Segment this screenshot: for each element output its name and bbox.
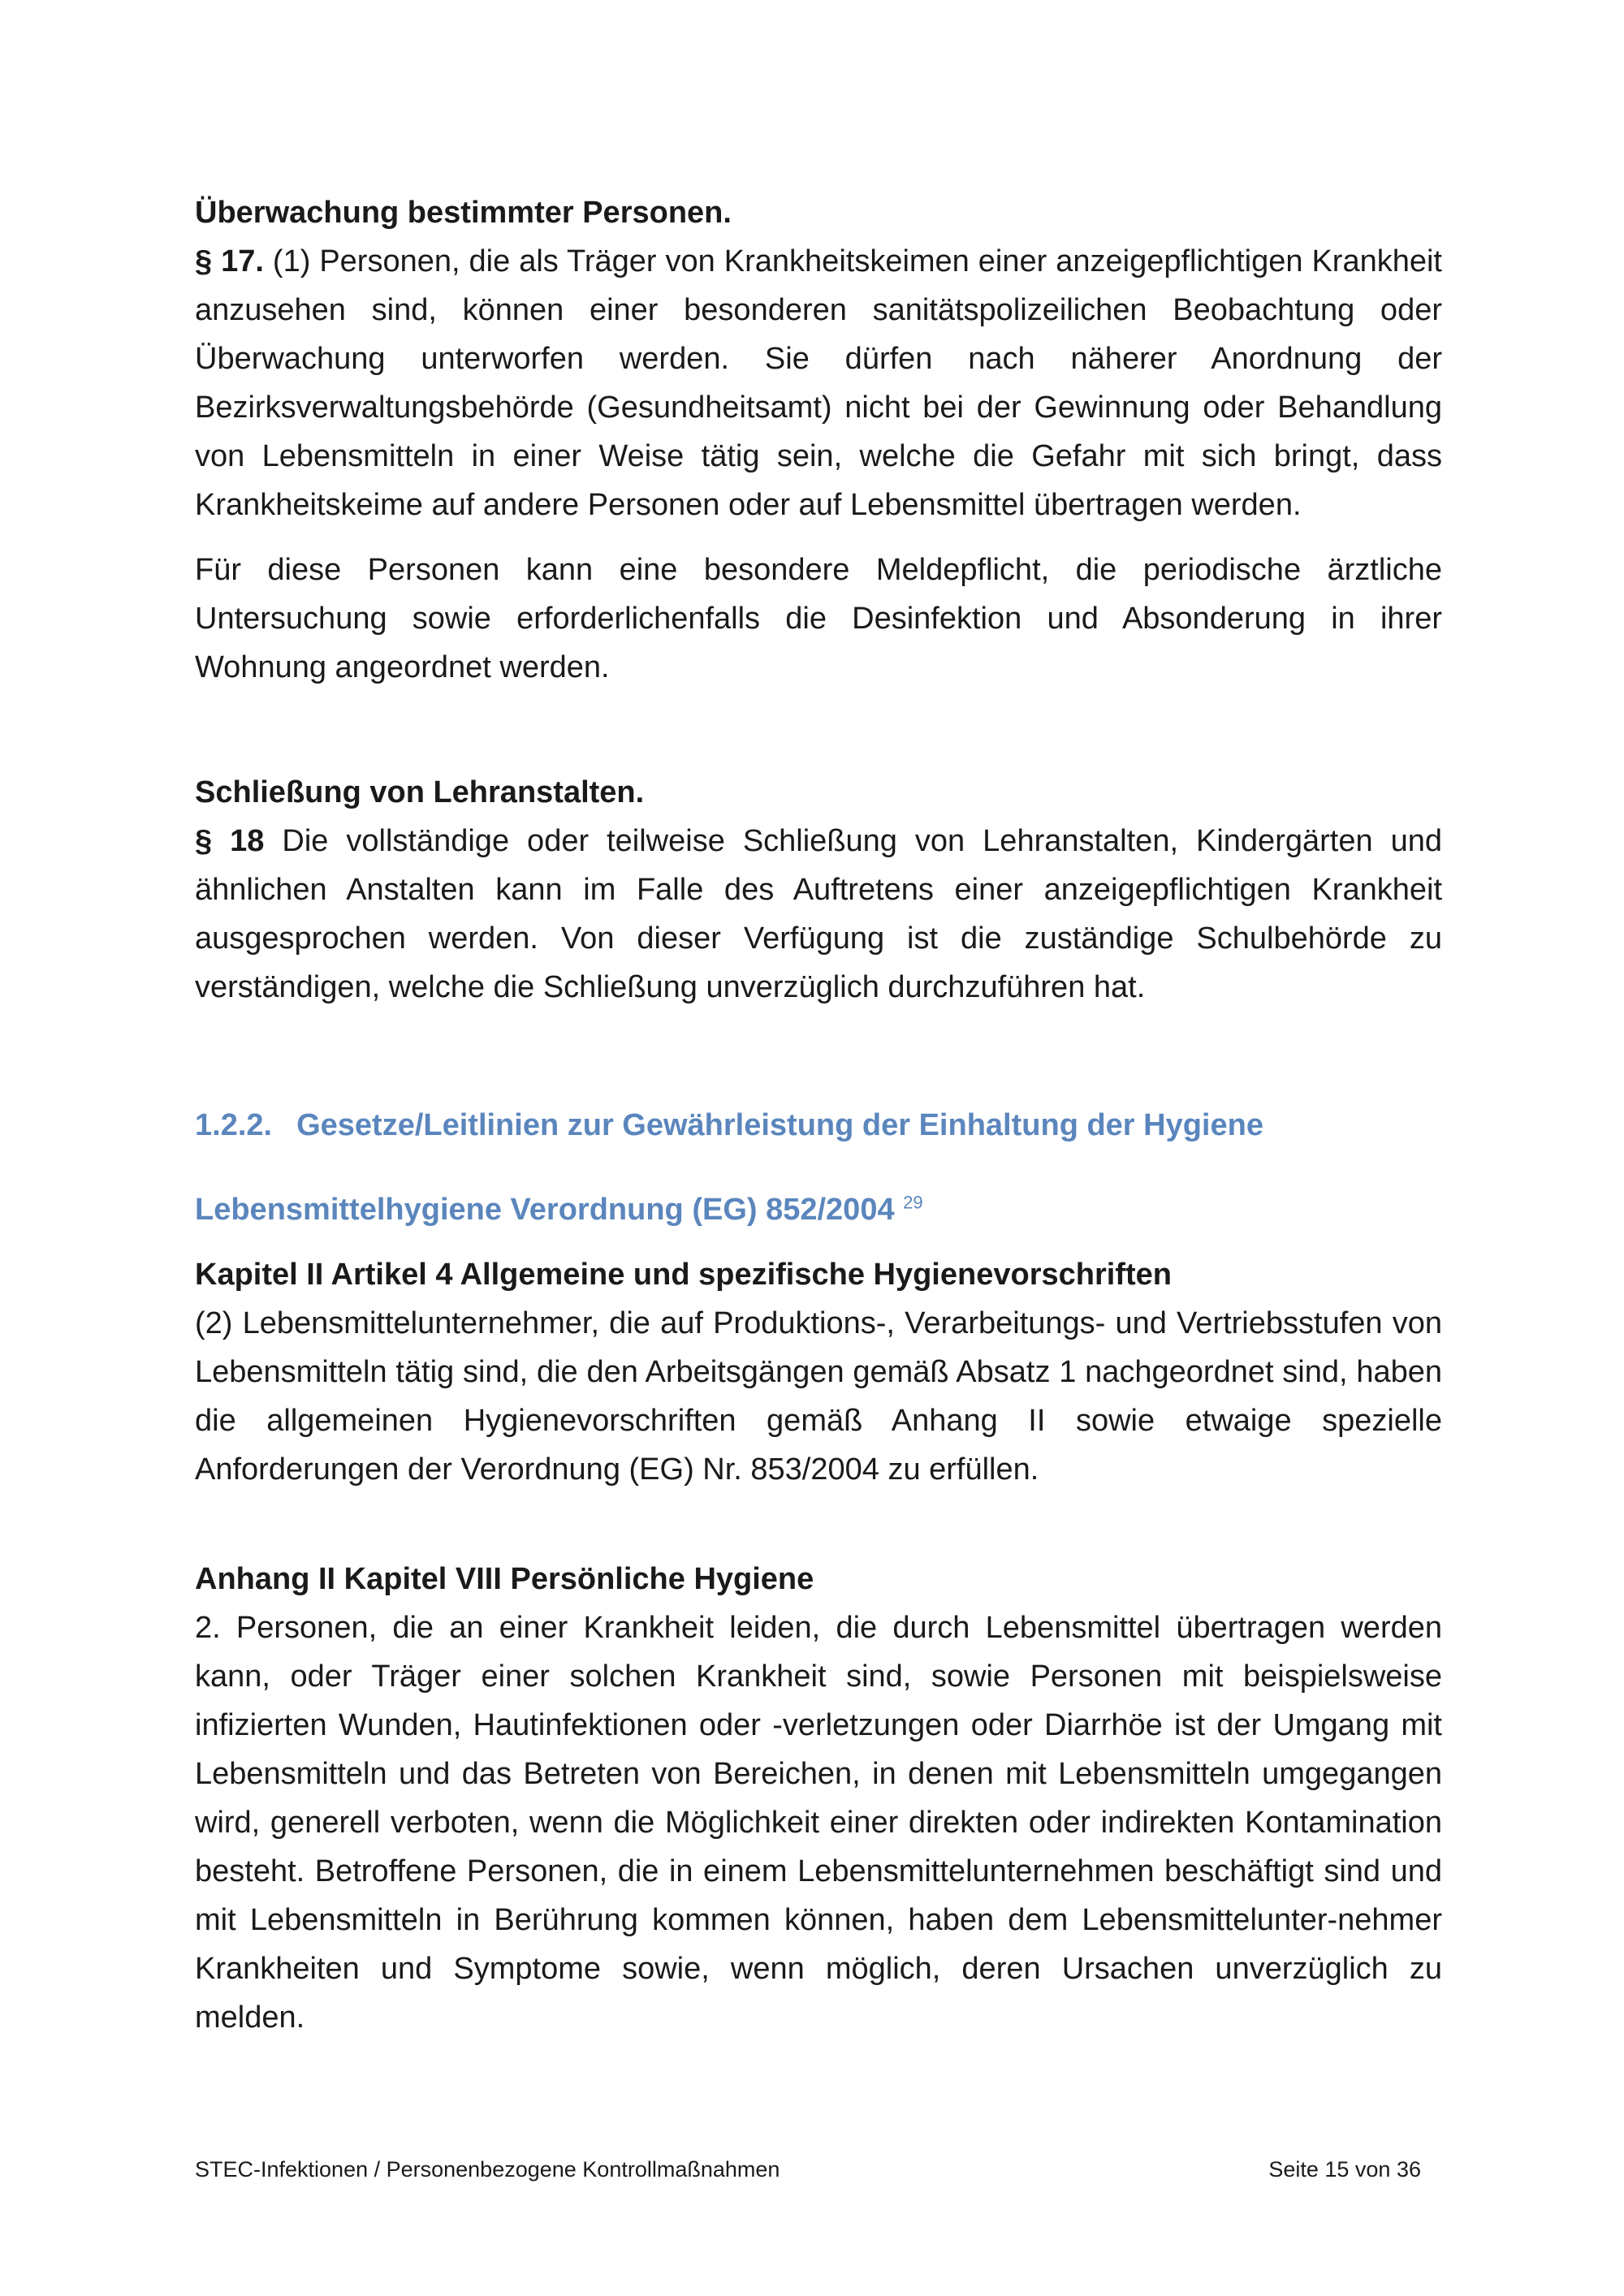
page-footer [195,2153,1421,2186]
paragraph-18 [195,817,1442,1012]
block-heading-anhang-ii: Anhang II Kapitel VIII Persönliche Hygiene [195,1562,814,1596]
section-title-text: Gesetze/Leitlinien zur Gewährleistung der Einhaltung der Hygiene [296,1108,1263,1142]
paragraph-17 [195,237,1442,529]
block-heading-kapitel-ii: Kapitel II Artikel 4 Allgemeine und spezifische Hygienevorschriften [195,1258,1172,1292]
subsection-title-text: Lebensmittelhygiene Verordnung (EG) 852/2004 [195,1193,895,1227]
subsection-title-verordnung [195,1185,1442,1234]
paragraph-label: § 17. [195,244,264,278]
block-text-anhang-ii: 2. Personen, die an einer Krankheit leiden, die durch Lebensmittel übertragen werden kann, oder Träger einer solchen Krankheit sind, sowie Personen mit beispielsweise infizierten Wunden, Hautinfektionen oder -verletzungen oder Diarrhöe ist der Umgang mit Lebensmitteln und das Betreten von Bereichen, in denen mit Lebensmitteln umgegangen wird, generell verboten, wenn die Möglichkeit einer direkten oder indirekten Kontamination besteht. Betroffene Personen, die in einem Lebensmittelunternehmen beschäftigt sind und mit Lebensmitteln in Berührung kommen können, haben dem Lebensmittelunter-nehmer Krankheiten und Symptome sowie, wenn möglich, deren Ursachen unverzüglich zu melden. [195,1611,1442,2035]
footer-title: STEC-Infektionen / Personenbezogene Kontrollmaßnahmen [195,2157,780,2182]
section-heading-schliessung: Schließung von Lehranstalten. [195,775,645,809]
page-number: Seite 15 von 36 [1268,2157,1421,2182]
block-text-kapitel-ii: (2) Lebensmittelunternehmer, die auf Produktions-, Verarbeitungs- und Vertriebsstufen von Lebensmitteln tätig sind, die den Arbeitsgängen gemäß Absatz 1 nachgeordnet sind, haben die allgemeinen Hygienevorschriften gemäß Anhang II sowie etwaige spezielle Anforderungen der Verordnung (EG) Nr. 853/2004 zu erfüllen. [195,1306,1442,1487]
section-number: 1.2.2. [195,1108,273,1142]
paragraph-text: Die vollständige oder teilweise Schließung von Lehranstalten, Kindergärten und ähnlichen Anstalten kann im Falle des Auftretens einer anzeigepflichtigen Krankheit ausgesprochen werden. Von dieser Verfügung ist die zuständige Schulbehörde zu verständigen, welche die Schließung unverzüglich durchzuführen hat. [195,824,1442,1004]
section-heading-ueberwachung: Überwachung bestimmter Personen. [195,196,732,230]
paragraph-label: § 18 [195,824,265,858]
section-title-gesetze [195,1101,1442,1150]
footnote-marker: 29 [903,1192,923,1213]
paragraph-17-cont: Für diese Personen kann eine besondere Meldepflicht, die periodische ärztliche Untersuchung sowie erforderlichenfalls die Desinfektion und Absonderung in ihrer Wohnung angeordnet werden. [195,553,1442,684]
document-body [195,188,1442,2042]
paragraph-text: (1) Personen, die als Träger von Krankheitskeimen einer anzeigepflichtigen Krankheit anzusehen sind, können einer besonderen sanitätspolizeilichen Beobachtung oder Überwachung unterworfen werden. Sie dürfen nach näherer Anordnung der Bezirksverwaltungsbehörde (Gesundheitsamt) nicht bei der Gewinnung oder Behandlung von Lebensmitteln in einer Weise tätig sein, welche die Gefahr mit sich bringt, dass Krankheitskeime auf andere Personen oder auf Lebensmittel übertragen werden. [195,244,1442,522]
